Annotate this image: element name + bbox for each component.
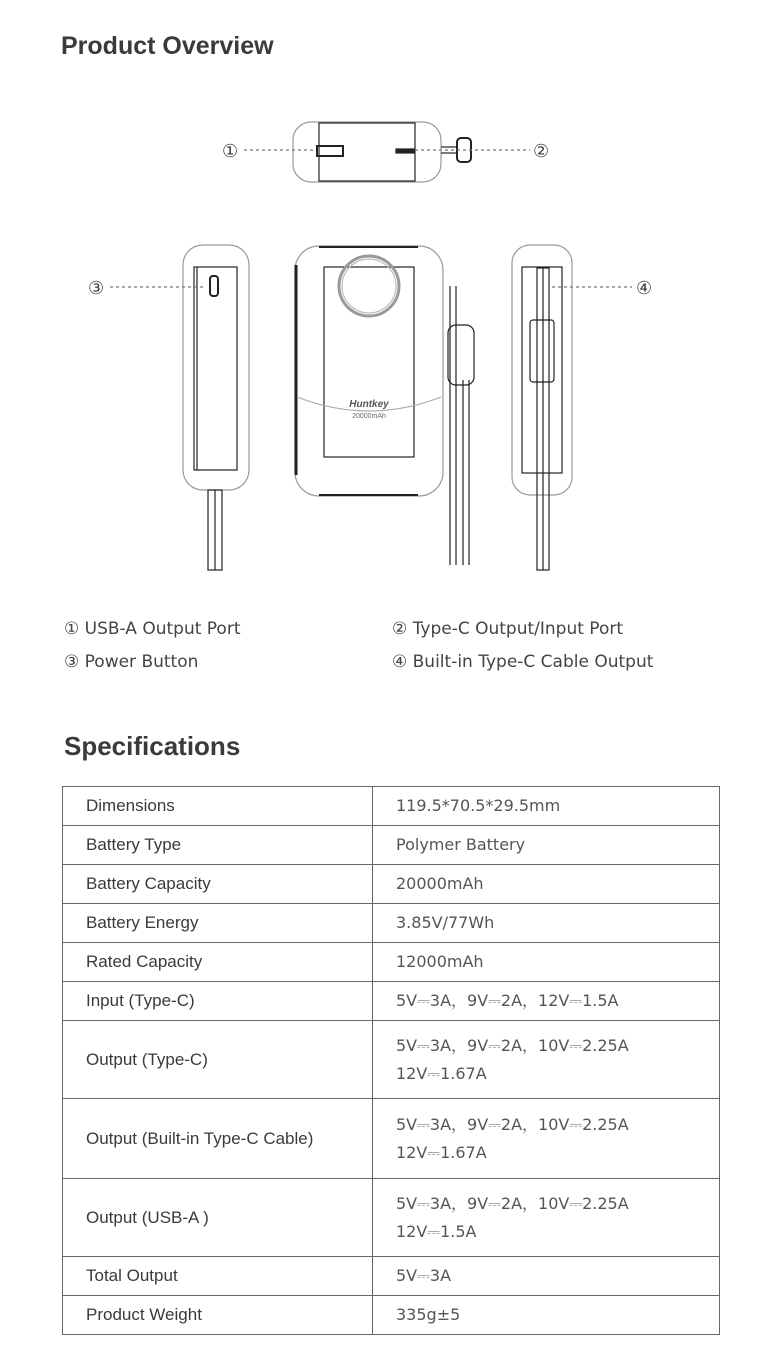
spec-value-line: 5V⎓3A，9V⎓2A，10V⎓2.25A: [396, 1035, 629, 1055]
spec-value-line: 12V⎓1.67A: [396, 1142, 487, 1162]
spec-label: Battery Energy: [63, 904, 373, 943]
callout-2: ②: [533, 141, 550, 162]
spec-value: [373, 1099, 720, 1179]
spec-value-line: 3.85V/77Wh: [396, 913, 495, 932]
spec-value: [373, 1257, 720, 1296]
spec-row: [63, 1021, 720, 1099]
spec-row: [63, 826, 720, 865]
spec-row: [63, 943, 720, 982]
spec-label: Dimensions: [63, 787, 373, 826]
spec-value-line: 12V⎓1.67A: [396, 1063, 487, 1083]
specs-table: [62, 786, 720, 1335]
spec-value-line: 12000mAh: [396, 952, 484, 971]
front-view: [295, 246, 474, 565]
spec-value: [373, 787, 720, 826]
spec-value-line: 5V⎓3A: [396, 1266, 452, 1285]
spec-label: Output (Built-in Type-C Cable): [63, 1099, 373, 1179]
spec-value-line: 5V⎓3A，9V⎓2A，10V⎓2.25A: [396, 1193, 629, 1213]
side-view-left: [183, 245, 249, 570]
spec-value: [373, 826, 720, 865]
spec-label: Product Weight: [63, 1296, 373, 1335]
spec-row: [63, 1179, 720, 1257]
spec-row: [63, 1296, 720, 1335]
spec-label: Output (USB-A ): [63, 1179, 373, 1257]
callout-4: ④: [636, 278, 653, 299]
callout-1: ①: [222, 141, 239, 162]
legend-type-c: ② Type-C Output/Input Port: [392, 619, 624, 639]
spec-value: [373, 904, 720, 943]
spec-label: Battery Type: [63, 826, 373, 865]
spec-value-line: 12V⎓1.5A: [396, 1221, 477, 1241]
side-view-right: [512, 245, 572, 570]
spec-label: Battery Capacity: [63, 865, 373, 904]
top-view: [293, 122, 471, 182]
spec-value-line: 335g±5: [396, 1305, 461, 1324]
spec-row: [63, 904, 720, 943]
spec-row: [63, 1099, 720, 1179]
spec-row: [63, 865, 720, 904]
power-button-icon: [210, 276, 218, 296]
spec-label: Rated Capacity: [63, 943, 373, 982]
spec-value-line: 119.5*70.5*29.5mm: [396, 796, 561, 815]
product-illustration: [0, 100, 780, 580]
usb-a-port-icon: [317, 146, 343, 156]
spec-value: [373, 1296, 720, 1335]
page-title: Product Overview: [61, 32, 274, 60]
legend-power-button: ③ Power Button: [64, 652, 199, 672]
spec-value-line: 5V⎓3A，9V⎓2A，12V⎓1.5A: [396, 991, 619, 1010]
spec-value-line: 5V⎓3A，9V⎓2A，10V⎓2.25A: [396, 1114, 629, 1134]
spec-label: Output (Type-C): [63, 1021, 373, 1099]
spec-value: [373, 943, 720, 982]
spec-value-line: Polymer Battery: [396, 835, 526, 854]
spec-value: [373, 1179, 720, 1257]
spec-value-line: 20000mAh: [396, 874, 484, 893]
spec-label: Total Output: [63, 1257, 373, 1296]
specs-title: Specifications: [64, 731, 241, 761]
legend-usb-a: ① USB-A Output Port: [64, 619, 241, 639]
type-c-port-icon: [396, 149, 414, 153]
legend-builtin-cable: ④ Built-in Type-C Cable Output: [392, 652, 654, 672]
capacity-label: 20000mAh: [352, 413, 386, 420]
callout-3: ③: [88, 278, 105, 299]
brand-logo: Huntkey: [349, 399, 389, 410]
spec-row: [63, 982, 720, 1021]
spec-row: [63, 787, 720, 826]
spec-value: [373, 982, 720, 1021]
spec-value: [373, 865, 720, 904]
spec-row: [63, 1257, 720, 1296]
spec-label: Input (Type-C): [63, 982, 373, 1021]
spec-value: [373, 1021, 720, 1099]
